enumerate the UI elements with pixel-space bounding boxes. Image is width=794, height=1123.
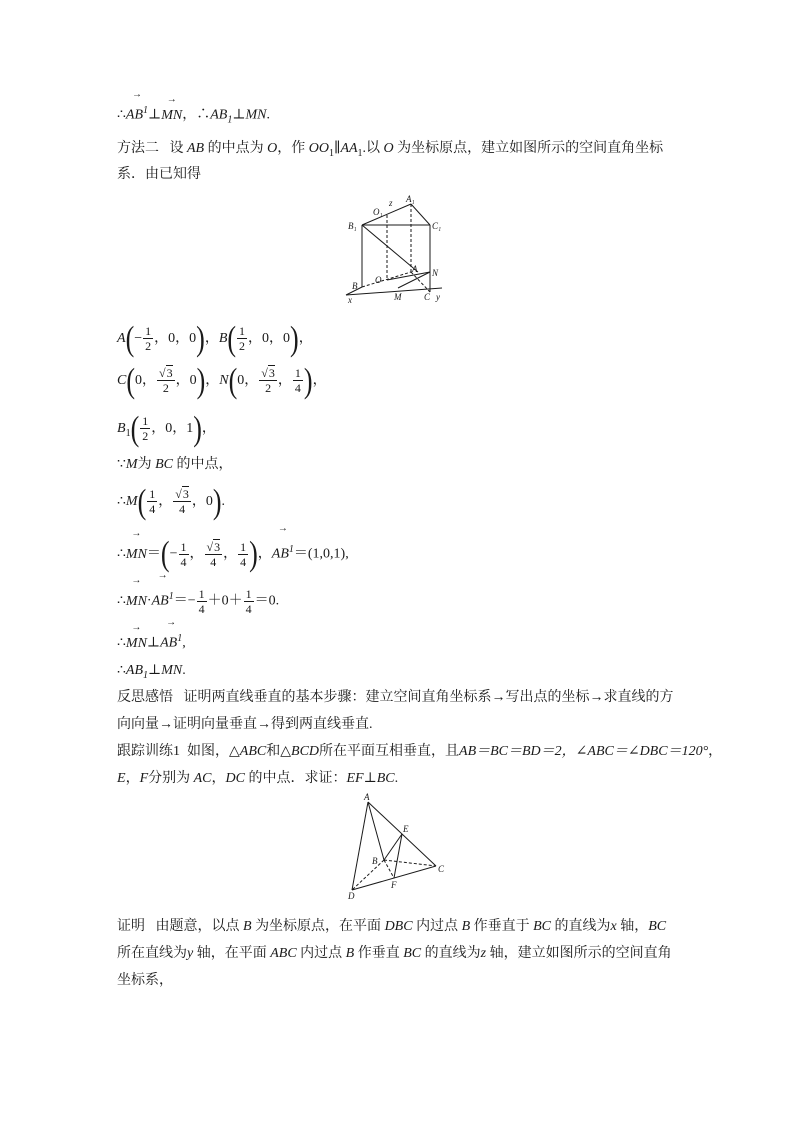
tetrahedron-figure — [344, 792, 452, 900]
label-a1: A₁ — [406, 194, 415, 204]
reflection-line-2: 向向量→证明向量垂直→得到两直线垂直. — [117, 717, 373, 732]
label-z: z — [389, 198, 393, 208]
reflection-label: 反思感悟 — [117, 690, 173, 705]
dot-product-line: ∴→ $MN\cdot\to AB^1=-$ $\frac{1}{4}$ ＋0＋ $\frac{1}{4}$ ＝0. — [117, 582, 279, 617]
coords-a-b: A(− $\frac{1}{2}$ ，0，0)，B( $\frac{1}{2}$ ，0，0)， — [117, 318, 313, 358]
method-two-line-2: 系．由已知得 — [117, 167, 201, 182]
proof-label: 证明 — [117, 919, 145, 934]
label-d: D — [348, 891, 355, 900]
label-f: F — [391, 880, 397, 890]
method-two-paragraph: 方法二 设 AB 的中点为 O，作 $OO_1\parallel AA_1$.以 O 为坐标原点，建立如图所示的空间直角坐标 — [117, 141, 664, 159]
vector-ab1: → $AB^1$ — [126, 101, 148, 126]
label-x: x — [348, 295, 352, 305]
reflection-paragraph: 反思感悟 证明两直线垂直的基本步骤：建立空间直角坐标系→写出点的坐标→求直线的方 — [117, 690, 674, 705]
edge-bc — [384, 860, 436, 866]
label-o1: O₁ — [373, 207, 383, 217]
coords-c-n: C(0， $\frac{√3}{2}$ ，0)，N(0， $\frac{√3}{2}$ ， $\frac{1}{4}$ )， — [117, 360, 327, 400]
label-a: A — [412, 264, 418, 274]
label-b: B — [372, 856, 378, 866]
label-c: C — [438, 864, 445, 874]
exercise-paragraph: 跟踪训练1 如图，△ABC和△BCD所在平面互相垂直，且AB＝BC＝BD＝2，∠ABC＝∠DBC＝120°， — [117, 744, 723, 759]
edge-ad — [352, 802, 368, 890]
label-e: E — [403, 824, 409, 834]
label-c1: C₁ — [432, 221, 442, 231]
label-a: A — [364, 792, 370, 802]
label-y: y — [436, 292, 440, 302]
edge-a1c1 — [411, 204, 430, 225]
label-n: N — [432, 268, 439, 278]
label-o: O — [375, 275, 382, 285]
proof-line-2: 所在直线为y 轴，在平面 ABC 内过点 B 作垂直 BC 的直线为z 轴，建立如图所示的空间直角 — [117, 946, 672, 961]
label-b1: B₁ — [348, 221, 357, 231]
vector-mn: → MN — [161, 106, 182, 126]
proof-line-3: 坐标系， — [117, 973, 173, 988]
label-b: B — [352, 281, 358, 291]
conclusion-line-1: ∴→ $AB^1\perp\to$ MN，$\therefore AB_1\perp MN$. — [117, 101, 270, 130]
vector-perp-line: ∴→ MN⊥→ $AB^1$, — [117, 629, 186, 654]
segment-on — [387, 272, 430, 280]
exercise-line-2: E，F分别为 AC，DC 的中点．求证：EF⊥BC. — [117, 771, 399, 786]
coords-b1: $B_1$( $\frac{1}{2}$ ，0，1)， — [117, 408, 216, 448]
vectors-line: ∴→ MN＝(− $\frac{1}{4}$ ， $\frac{√3}{4}$ ， $\frac{1}{4}$ )，→ $AB^1=(1,0,1)$, — [117, 535, 349, 570]
segment-bf — [384, 860, 394, 878]
label-m: M — [394, 292, 402, 302]
final-conclusion: $\therefore AB_1\perp MN$. — [117, 663, 186, 681]
exercise-label: 跟踪训练1 — [117, 744, 180, 759]
edge-ab — [368, 802, 384, 860]
segment-b1a — [362, 225, 418, 272]
since-m-midpoint: ∵M为 BC 的中点， — [117, 457, 233, 472]
prism-figure — [338, 192, 454, 308]
method-two-label: 方法二 — [117, 141, 159, 156]
proof-paragraph: 证明 由题意，以点 B 为坐标原点，在平面 DBC 内过点 B 作垂直于 BC 的直线为x 轴，BC — [117, 919, 667, 934]
label-c: C — [424, 292, 431, 302]
coords-m: ∴M( $\frac{1}{4}$ ， $\frac{√3}{4}$ ，0). — [117, 481, 226, 521]
